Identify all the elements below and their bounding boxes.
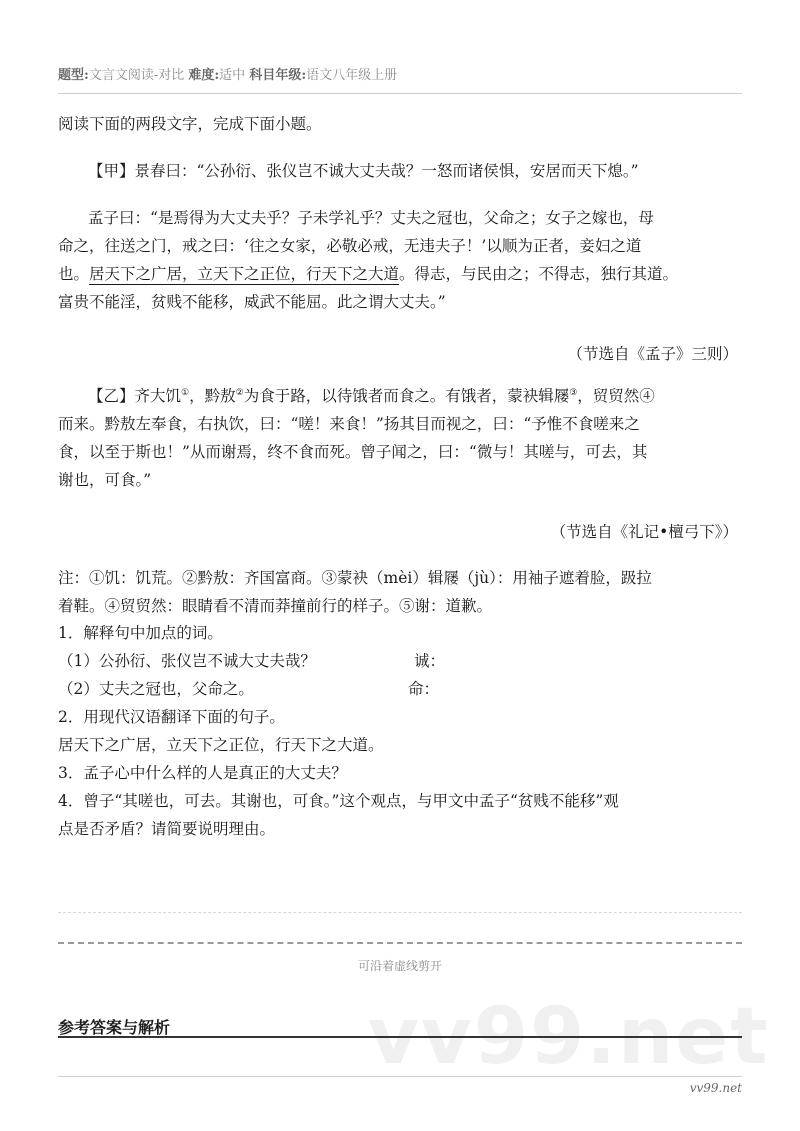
passage-jia-text: 也。 — [58, 265, 90, 283]
passage-jia-line: 【甲】景春曰：“公孙衍、张仪岂不诚大丈夫哉？一怒而诸侯惧，安居而天下熄。” — [88, 162, 639, 180]
question-1-2: （2）丈夫之冠也，父命之。 — [58, 680, 254, 698]
passage-jia-text: 。得志，与民由之；不得志，独行其道。 — [399, 265, 679, 283]
answer-blank-cheng: 诚： — [414, 652, 446, 670]
question-1: 1．解释句中加点的词。 — [58, 624, 223, 642]
question-4: 4．曾子“其嗟也，可去。其谢也，可食。”这个观点，与甲文中孟子“贫贱不能移”观 — [58, 792, 619, 810]
question-4-cont: 点是否矛盾？请简要说明理由。 — [58, 820, 276, 838]
footnote-mark: ② — [235, 388, 244, 398]
passage-yi-line: 而来。黔敖左奉食，右执饮，曰：“嗟！来食！”扬其目而视之，曰：“予惟不食嗟来之 — [58, 415, 640, 433]
passage-yi-line: 谢也，可食。” — [58, 471, 152, 489]
passage-yi-text: 【乙】齐大饥 — [88, 387, 182, 406]
instruction: 阅读下面的两段文字，完成下面小题。 — [58, 115, 322, 133]
passage-yi-line — [88, 389, 655, 405]
subject-value: 语文八年级上册 — [306, 68, 398, 83]
footer-site: vv99.net — [689, 1081, 742, 1095]
underlined-sentence: 居天下之广居，立天下之正位，行天下之大道 — [89, 265, 400, 283]
answer-blank-ming: 命： — [408, 680, 440, 698]
passage-yi-text: ，贸贸然④ — [577, 387, 655, 406]
question-1-1: （1）公孙衍、张仪岂不诚大丈夫哉？ — [58, 652, 316, 670]
footer-divider — [58, 1076, 742, 1077]
notes-line: 着鞋。④贸贸然：眼睛看不清而莽撞前行的样子。⑤谢：道歉。 — [58, 597, 493, 615]
watermark: vv99.net — [368, 992, 770, 1082]
notes-line: 注：①饥：饥荒。②黔敖：齐国富商。③蒙袂（mèi）辑屦（jù）：用袖子遮着脸，趿拉 — [58, 569, 652, 587]
passage-yi-text: ，黔敖 — [189, 387, 236, 406]
type-label: 题型: — [58, 68, 89, 83]
passage-yi-line: 食，以至于斯也！”从而谢焉，终不食而死。曾子闻之，曰：“微与！其嗟与，可去，其 — [58, 443, 648, 461]
question-meta-header — [58, 64, 742, 83]
cut-line-light — [58, 912, 742, 913]
source-citation: （节选自《礼记•檀弓下》） — [550, 523, 738, 541]
header-divider — [58, 93, 742, 94]
source-citation: （节选自《孟子》三则） — [567, 345, 738, 363]
passage-jia-line: 孟子曰：“是焉得为大丈夫乎？子未学礼乎？丈夫之冠也，父命之；女子之嫁也，母 — [88, 209, 654, 227]
question-2-text: 居天下之广居，立天下之正位，行天下之大道。 — [58, 736, 384, 754]
passage-jia-line — [58, 267, 678, 283]
passage-jia-line: 命之，往送之门，戒之曰：‘往之女家，必敬必戒，无违夫子！’以顺为正者，妾妇之道 — [58, 237, 642, 255]
passage-jia-line: 富贵不能淫，贫贱不能移，威武不能屈。此之谓大丈夫。” — [58, 293, 446, 311]
subject-label: 科目年级: — [249, 68, 307, 83]
difficulty-value: 适中 — [219, 68, 246, 83]
passage-yi-text: 为食于路，以待饿者而食之。有饿者，蒙袂辑屦 — [243, 387, 570, 406]
footnote-mark: ③ — [569, 388, 578, 398]
type-value: 文言文阅读-对比 — [88, 68, 185, 83]
footnote-mark: ① — [181, 388, 190, 398]
cut-line — [58, 942, 742, 944]
answer-divider — [58, 1036, 742, 1038]
cut-hint: 可沿着虚线剪开 — [357, 959, 442, 973]
difficulty-label: 难度: — [188, 68, 220, 83]
question-2: 2．用现代汉语翻译下面的句子。 — [58, 708, 285, 726]
question-3: 3．孟子心中什么样的人是真正的大丈夫？ — [58, 764, 347, 782]
answer-heading: 参考答案与解析 — [58, 1018, 171, 1037]
